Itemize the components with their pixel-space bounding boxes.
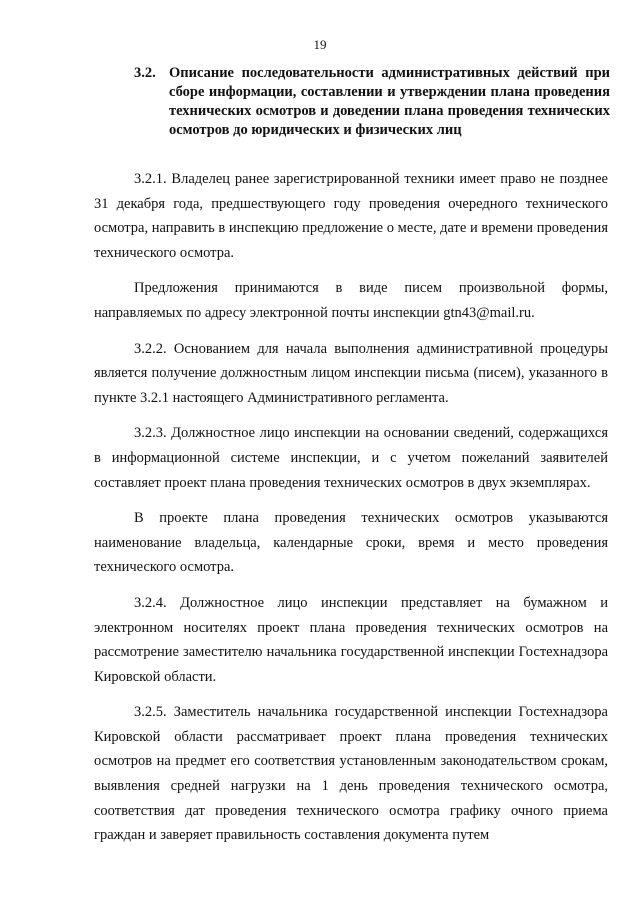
paragraph-3-2-3: 3.2.3. Должностное лицо инспекции на основании сведений, содержащихся в информационной системе инспекции, и с учетом пожеланий заявителей составляет проект плана проведения технических осмотров в двух экземплярах.	[94, 425, 608, 491]
document-body	[94, 167, 608, 855]
section-heading	[134, 64, 610, 140]
section-number: 3.2.	[134, 65, 156, 81]
section-title: Описание последовательности административных действий при сборе информации, составлении и утверждении плана проведения технических осмотров и доведении плана проведения технических осмотров до юридических и физических лиц	[169, 65, 610, 138]
paragraph-3-2-4: 3.2.4. Должностное лицо инспекции представляет на бумажном и электронном носителях проект плана проведения технических осмотров на рассмотрение заместителю начальника государственной инспекции Гостехнадзора Кировской области.	[94, 594, 608, 685]
page-number: 19	[313, 37, 327, 52]
paragraph-3-2-5: 3.2.5. Заместитель начальника государственной инспекции Гостехнадзора Кировской области рассматривает проект плана проведения технических осмотров на предмет его соответствия установленным законодательством срокам, выявления средней нагрузки на 1 день проведения технического осмотра, соответствия дат проведения технического осмотра графику очного приема граждан и заверяет правильность составления документа путем	[94, 704, 608, 844]
paragraph-3-2-1: 3.2.1. Владелец ранее зарегистрированной техники имеет право не позднее 31 декабря года, предшествующего году проведения очередного технического осмотра, направить в инспекцию предложение о месте, дате и времени проведения технического осмотра.	[94, 171, 608, 261]
paragraph-proposals: Предложения принимаются в виде писем произвольной формы, направляемых по адресу электронной почты инспекции gtn43@mail.ru.	[94, 280, 608, 321]
paragraph-plan-contents: В проекте плана проведения технических осмотров указываются наименование владельца, календарные сроки, время и место проведения технического осмотра.	[94, 510, 608, 576]
paragraph-3-2-2: 3.2.2. Основанием для начала выполнения административной процедуры является получение должностным лицом инспекции письма (писем), указанного в пункте 3.2.1 настоящего Административного регламента.	[94, 340, 608, 406]
